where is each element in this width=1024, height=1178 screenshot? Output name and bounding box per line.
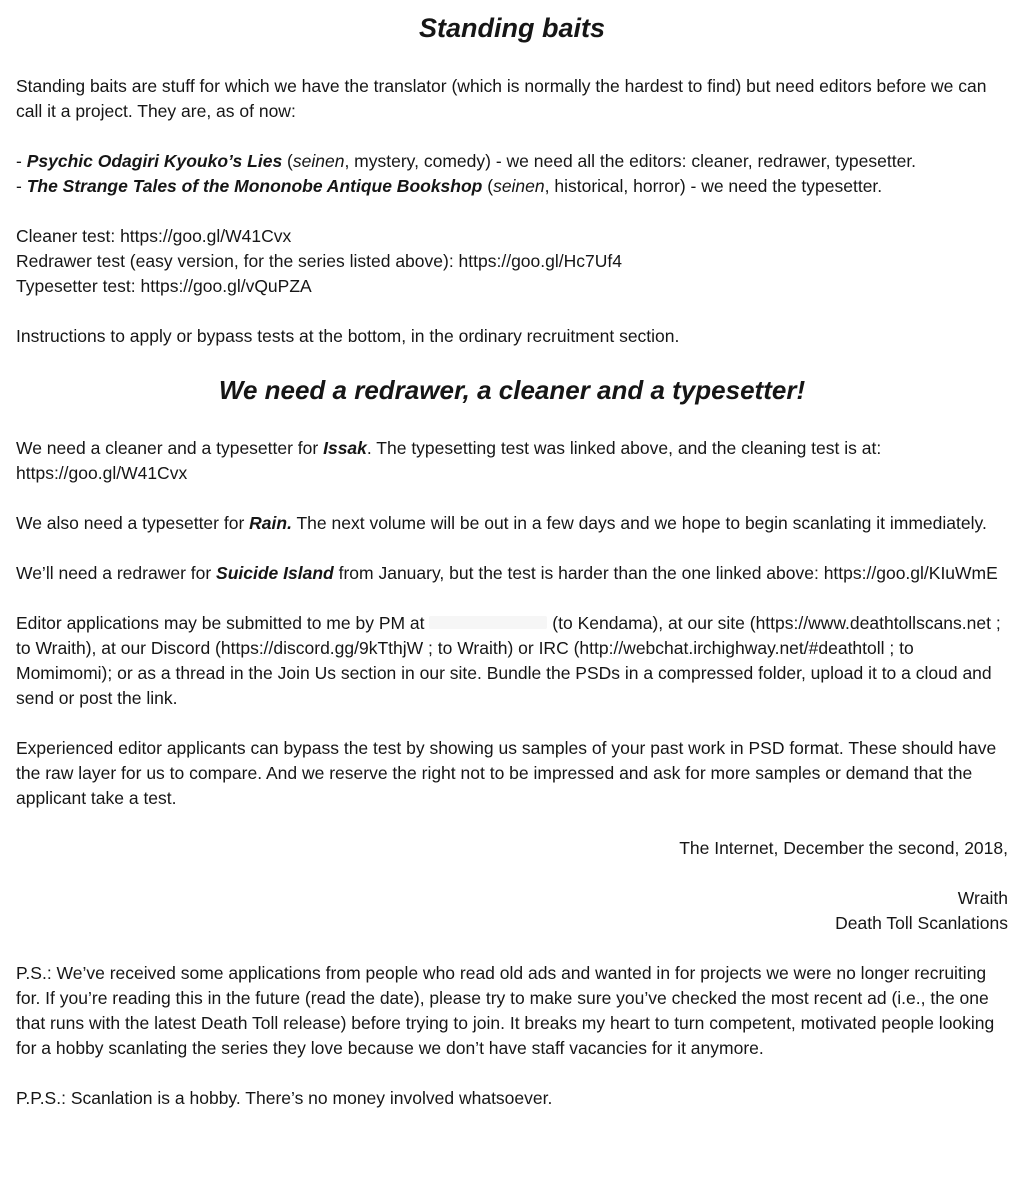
cleaner-test-line: Cleaner test: https://goo.gl/W41Cvx <box>16 226 292 246</box>
intro-paragraph: Standing baits are stuff for which we have the translator (which is normally the hardest to find) but need editors before we can call it a project. They are, as of now: <box>16 76 987 121</box>
series-title: The Strange Tales of the Mononobe Antique Bookshop <box>26 176 483 196</box>
typesetter-test-line: Typesetter test: https://goo.gl/vQuPZA <box>16 276 312 296</box>
tests-paragraph <box>16 224 1008 299</box>
series-description: , historical, horror) - we need the typesetter. <box>544 176 883 196</box>
series-item-2 <box>16 176 882 196</box>
pps-paragraph: P.P.S.: Scanlation is a hobby. There’s no money involved whatsoever. <box>16 1088 553 1108</box>
applications-after: (to Kendama), at our site (https://www.deathtollscans.net ; to Wraith), at our Discord (https://discord.gg/9kTthjW ; to Wraith) or IRC (http://webchat.irchighway.net/#deathtoll ; to Momimomi); or as a thread in the Join Us section in our site. Bundle the PSDs in a compressed folder, upload it to a cloud and send or post the link. <box>16 613 1001 708</box>
issak-series-title: Issak <box>323 438 367 458</box>
signature-block <box>16 886 1008 936</box>
series-dash: - <box>16 151 27 171</box>
signature-name: Wraith <box>957 888 1008 908</box>
suicide-island-before: We’ll need a redrawer for <box>16 563 217 583</box>
series-open-paren: ( <box>282 151 293 171</box>
applications-paragraph <box>16 611 1008 711</box>
ps-paragraph: P.S.: We’ve received some applications from people who read old ads and wanted in for projects we were no longer recruiting for. If you’re reading this in the future (read the date), please try to make sure you’ve checked the most recent ad (i.e., the one that runs with the latest Death Toll release) before trying to join. It breaks my heart to turn competent, motivated people looking for a hobby scanlating the series they love because we don’t have staff vacancies for it anymore. <box>16 963 995 1058</box>
series-open-paren: ( <box>482 176 494 196</box>
series-item-1 <box>16 151 916 171</box>
series-genre: seinen <box>292 151 345 171</box>
redacted-email <box>429 616 547 629</box>
bypass-paragraph: Experienced editor applicants can bypass the test by showing us samples of your past work in PSD format. These should have the raw layer for us to compare. And we reserve the right not to be impressed and ask for more samples or demand that the applicant take a test. <box>16 738 997 808</box>
redrawer-test-line: Redrawer test (easy version, for the series listed above): https://goo.gl/Hc7Uf4 <box>16 251 622 271</box>
page-title: Standing baits <box>418 13 605 43</box>
issak-paragraph <box>16 436 1008 486</box>
rain-paragraph <box>16 511 1008 536</box>
dateline: The Internet, December the second, 2018, <box>679 838 1008 858</box>
issak-before: We need a cleaner and a typesetter for <box>16 438 324 458</box>
rain-after: The next volume will be out in a few days and we hope to begin scanlating it immediately. <box>291 513 987 533</box>
recruitment-heading: We need a redrawer, a cleaner and a typesetter! <box>218 375 806 405</box>
series-description: , mystery, comedy) - we need all the editors: cleaner, redrawer, typesetter. <box>344 151 917 171</box>
issak-after: . The typesetting test was linked above, and the cleaning test is at: https://goo.gl/W41Cvx <box>16 438 882 483</box>
suicide-island-series-title: Suicide Island <box>216 563 334 583</box>
suicide-island-paragraph <box>16 561 1008 586</box>
signature-group: Death Toll Scanlations <box>835 913 1008 933</box>
instructions-paragraph: Instructions to apply or bypass tests at the bottom, in the ordinary recruitment section. <box>16 326 680 346</box>
rain-before: We also need a typesetter for <box>16 513 250 533</box>
series-genre: seinen <box>493 176 545 196</box>
series-dash: - <box>16 176 27 196</box>
series-title: Psychic Odagiri Kyouko’s Lies <box>26 151 283 171</box>
series-list <box>16 149 1008 199</box>
rain-series-title: Rain. <box>249 513 292 533</box>
suicide-island-after: from January, but the test is harder than the one linked above: https://goo.gl/KIuWmE <box>333 563 998 583</box>
applications-before: Editor applications may be submitted to me by PM at <box>16 613 425 633</box>
